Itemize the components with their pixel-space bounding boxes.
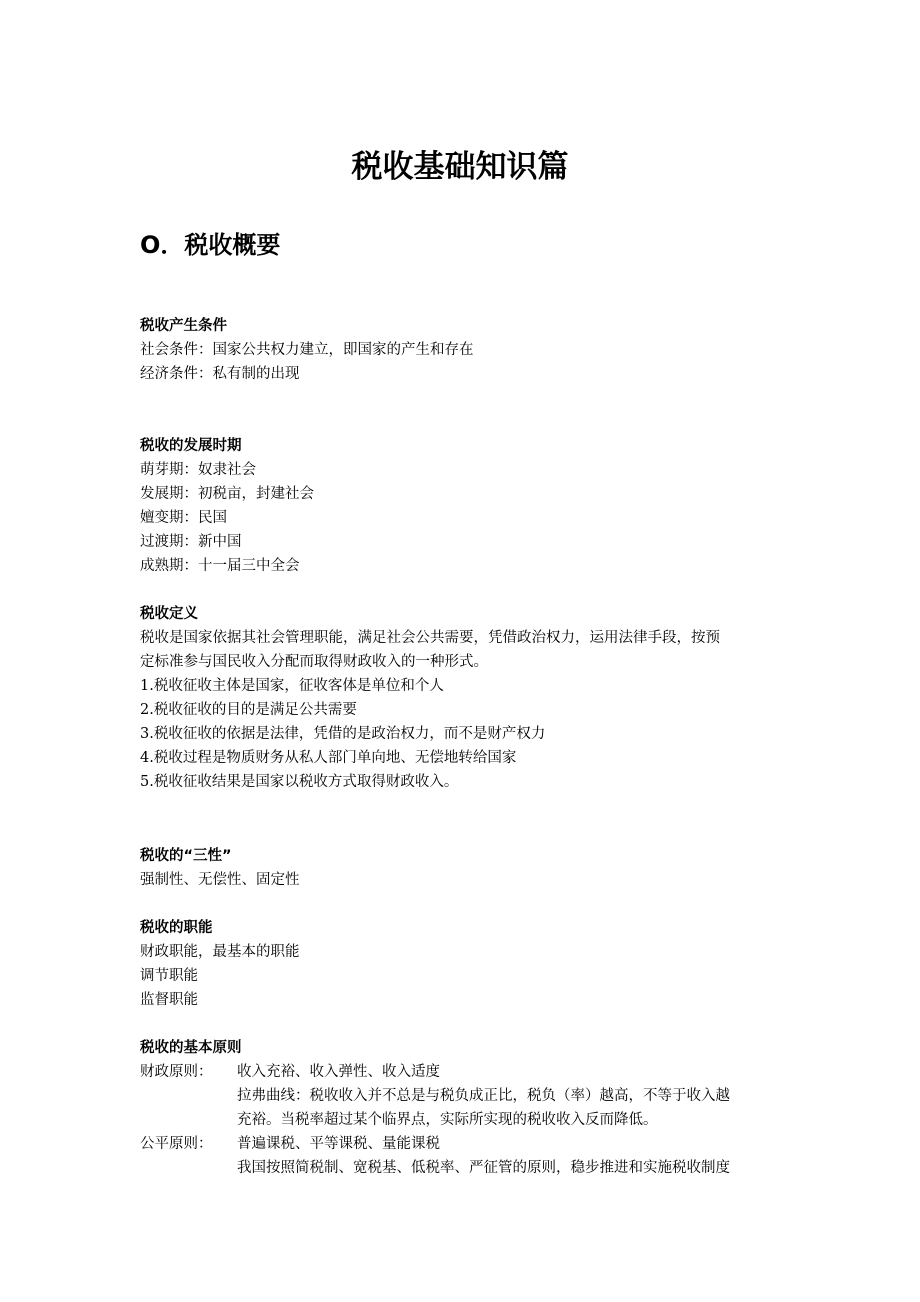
section-heading-origin-conditions: 税收产生条件 <box>140 318 227 334</box>
paragraph-line: 社会条件：国家公共权力建立，即国家的产生和存在 <box>140 342 474 358</box>
paragraph-line: 萌芽期：奴隶社会 <box>140 462 256 478</box>
paragraph-line: 经济条件：私有制的出现 <box>140 366 300 382</box>
paragraph-line: 成熟期：十一届三中全会 <box>140 558 300 574</box>
list-item: 3.税收征收的依据是法律，凭借的是政治权力，而不是财产权力 <box>140 726 546 742</box>
section-heading-functions: 税收的职能 <box>140 920 213 936</box>
list-item: 1.税收征收主体是国家，征收客体是单位和个人 <box>140 678 444 694</box>
principle-description: 拉弗曲线：税收收入并不总是与税负成正比，税负（率）越高，不等于收入越 <box>237 1088 730 1104</box>
chapter-heading: O．税收概要 <box>140 231 281 259</box>
section-heading-definition: 税收定义 <box>140 606 198 622</box>
section-heading-three-characteristics: 税收的“三性” <box>140 848 232 864</box>
list-item: 5.税收征收结果是国家以税收方式取得财政收入。 <box>140 774 459 790</box>
principle-description: 充裕。当税率超过某个临界点，实际所实现的税收收入反而降低。 <box>237 1112 658 1128</box>
principle-description: 收入充裕、收入弹性、收入适度 <box>237 1064 440 1080</box>
paragraph-line: 税收是国家依据其社会管理职能，满足社会公共需要，凭借政治权力，运用法律手段，按预 <box>140 630 720 646</box>
paragraph-line: 定标准参与国民收入分配而取得财政收入的一种形式。 <box>140 654 488 670</box>
section-heading-basic-principles: 税收的基本原则 <box>140 1040 242 1056</box>
list-item: 4.税收过程是物质财务从私人部门单向地、无偿地转给国家 <box>140 750 517 766</box>
principle-term-fiscal: 财政原则： <box>140 1064 213 1080</box>
paragraph-line: 监督职能 <box>140 992 198 1008</box>
section-heading-development-periods: 税收的发展时期 <box>140 438 242 454</box>
paragraph-line: 过渡期：新中国 <box>140 534 242 550</box>
document-title: 税收基础知识篇 <box>351 149 569 185</box>
paragraph-line: 调节职能 <box>140 968 198 984</box>
principle-description: 我国按照简税制、宽税基、低税率、严征管的原则，稳步推进和实施税收制度 <box>237 1160 730 1176</box>
list-item: 2.税收征收的目的是满足公共需要 <box>140 702 357 718</box>
principle-term-fairness: 公平原则： <box>140 1136 213 1152</box>
paragraph-line: 强制性、无偿性、固定性 <box>140 872 300 888</box>
paragraph-line: 嬗变期：民国 <box>140 510 227 526</box>
principle-description: 普遍课税、平等课税、量能课税 <box>237 1136 440 1152</box>
paragraph-line: 发展期：初税亩，封建社会 <box>140 486 314 502</box>
paragraph-line: 财政职能，最基本的职能 <box>140 944 300 960</box>
